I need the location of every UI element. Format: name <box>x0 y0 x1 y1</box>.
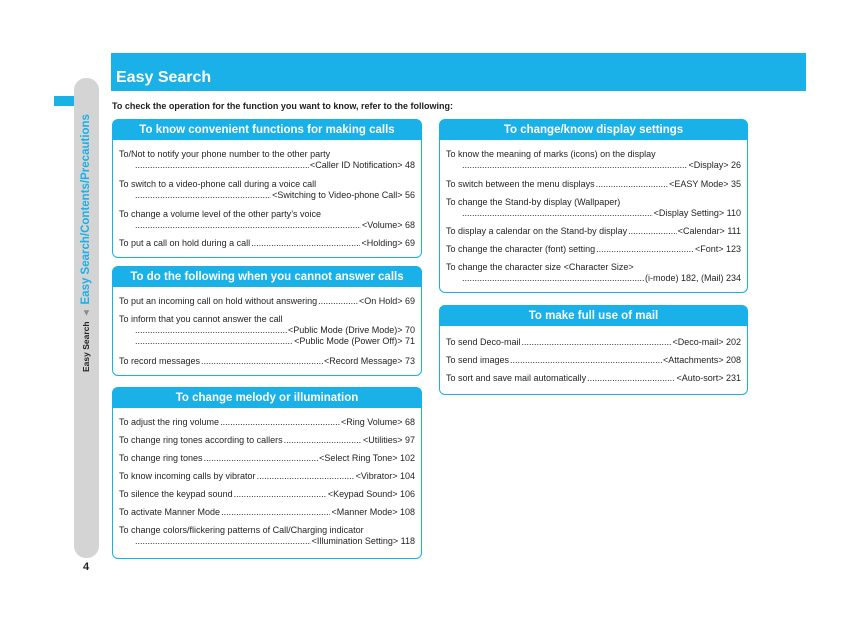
side-arrow-icon: ◄ <box>81 308 91 318</box>
item-reference: <Calendar> 111 <box>677 226 741 236</box>
section-title: To change/know display settings <box>440 120 747 140</box>
item-text: To send images <box>446 355 510 365</box>
item-reference: <Volume> 68 <box>361 220 415 230</box>
item-reference: <Deco-mail> 202 <box>672 337 741 347</box>
section-mail <box>439 305 748 395</box>
item-text: To send Deco-mail <box>446 337 521 347</box>
side-index-tab <box>54 96 74 106</box>
section-title: To know convenient functions for making calls <box>113 120 421 140</box>
item-reference: <Holding> 69 <box>361 238 415 248</box>
item-text: To know the meaning of marks (icons) on the display <box>446 149 656 159</box>
list-item <box>119 209 415 231</box>
item-text: To switch to a video-phone call during a voice call <box>119 179 317 189</box>
list-item <box>119 314 415 347</box>
item-reference: <Public Mode (Drive Mode)> 70 <box>287 325 415 335</box>
section-cannot-answer <box>112 266 422 376</box>
side-chapter-label: Easy Search/Contents/Precautions <box>80 114 92 305</box>
list-item <box>119 417 415 428</box>
list-item <box>119 525 415 547</box>
item-reference: <Switching to Video-phone Call> 56 <box>272 190 415 200</box>
item-reference: <Keypad Sound> 106 <box>327 489 415 499</box>
intro-text: To check the operation for the function you want to know, refer to the following: <box>112 101 453 111</box>
item-text: To adjust the ring volume <box>119 417 220 427</box>
list-item <box>446 149 741 171</box>
item-text: To inform that you cannot answer the call <box>119 314 283 324</box>
item-reference: <Auto-sort> 231 <box>676 373 741 383</box>
list-item <box>446 244 741 255</box>
item-text: To change ring tones <box>119 453 203 463</box>
list-item <box>119 356 415 367</box>
section-title: To do the following when you cannot answer calls <box>113 267 421 287</box>
list-item <box>119 296 415 307</box>
list-item <box>446 226 741 237</box>
list-item <box>119 453 415 464</box>
page-title: Easy Search <box>111 53 806 91</box>
item-reference: <Display> 26 <box>688 160 741 170</box>
list-item <box>119 435 415 446</box>
list-item <box>119 179 415 201</box>
list-item <box>446 197 741 219</box>
item-text: To know incoming calls by vibrator <box>119 471 256 481</box>
item-reference: <Vibrator> 104 <box>355 471 415 481</box>
item-text: To change the character size <Character Size> <box>446 262 634 272</box>
item-text: To switch between the menu displays <box>446 179 595 189</box>
list-item <box>119 489 415 500</box>
item-reference: <Record Message> 73 <box>323 356 415 366</box>
item-reference: (i-mode) 182, (Mail) 234 <box>644 273 741 283</box>
item-reference: <Caller ID Notification> 48 <box>309 160 415 170</box>
item-reference: <EASY Mode> 35 <box>669 179 741 189</box>
side-index-label <box>76 82 96 372</box>
item-reference: <Public Mode (Power Off)> 71 <box>294 336 415 346</box>
section-title: To change melody or illumination <box>113 388 421 408</box>
side-section-label: Easy Search <box>81 321 91 372</box>
list-item <box>119 471 415 482</box>
item-text: To change the Stand-by display (Wallpaper) <box>446 197 621 207</box>
item-text: To change the character (font) setting <box>446 244 596 254</box>
item-reference: <Utilities> 97 <box>362 435 415 445</box>
list-item <box>446 262 741 284</box>
item-reference: <Font> 123 <box>694 244 741 254</box>
section-title: To make full use of mail <box>440 306 747 326</box>
list-item <box>446 373 741 384</box>
section-making-calls <box>112 119 422 258</box>
item-reference: <Ring Volume> 68 <box>340 417 415 427</box>
item-text: To/Not to notify your phone number to the other party <box>119 149 331 159</box>
item-text: To put an incoming call on hold without answering <box>119 296 318 306</box>
item-reference: <Manner Mode> 108 <box>331 507 415 517</box>
list-item <box>446 355 741 366</box>
page-number: 4 <box>83 561 90 573</box>
item-text: To change ring tones according to callers <box>119 435 283 445</box>
item-text: To change colors/flickering patterns of Call/Charging indicator <box>119 525 364 535</box>
item-text: To silence the keypad sound <box>119 489 233 499</box>
item-text: To record messages <box>119 356 201 366</box>
section-melody-illumination <box>112 387 422 559</box>
list-item <box>119 507 415 518</box>
list-item <box>119 238 415 249</box>
item-reference: <Display Setting> 110 <box>653 208 741 218</box>
item-reference: <Attachments> 208 <box>662 355 741 365</box>
section-display-settings <box>439 119 748 293</box>
item-text: To display a calendar on the Stand-by display <box>446 226 628 236</box>
list-item <box>446 337 741 348</box>
item-text: To put a call on hold during a call <box>119 238 251 248</box>
list-item <box>446 179 741 190</box>
item-reference: <Select Ring Tone> 102 <box>319 453 415 463</box>
item-text: To sort and save mail automatically <box>446 373 587 383</box>
item-reference: <Illumination Setting> 118 <box>311 536 415 546</box>
list-item <box>119 149 415 171</box>
item-text: To change a volume level of the other party’s voice <box>119 209 321 219</box>
item-reference: <On Hold> 69 <box>358 296 415 306</box>
item-text: To activate Manner Mode <box>119 507 221 517</box>
